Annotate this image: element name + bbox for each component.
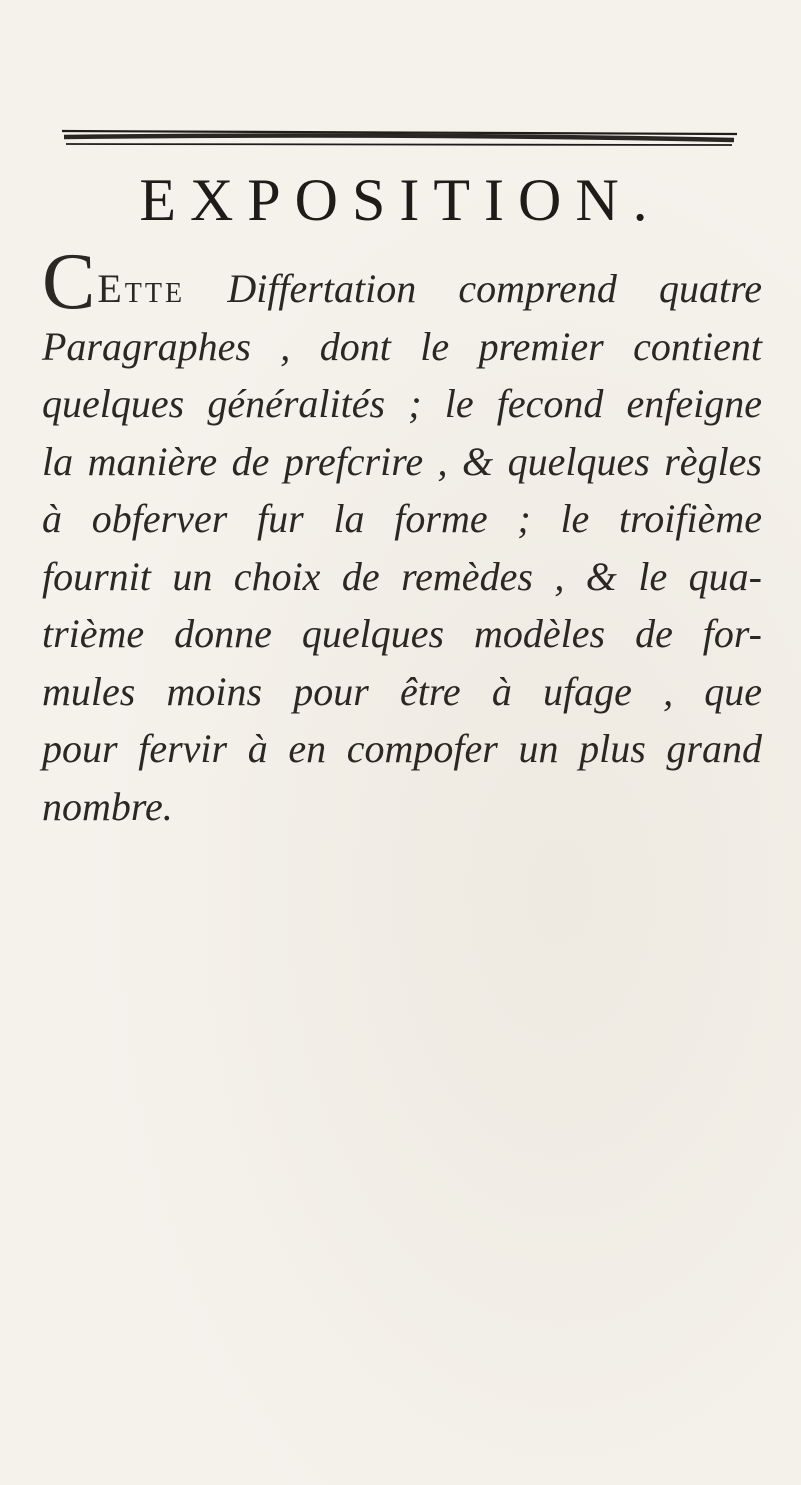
text-line-6: fournit un choix de remèdes , & le qua-: [42, 553, 762, 599]
header-double-rule: [60, 128, 739, 148]
drop-cap: C: [42, 238, 96, 326]
text-line-4: la manière de prefcrire , & quelques règles: [42, 438, 762, 484]
page-title: EXPOSITION.: [139, 167, 662, 233]
text-line-1: [42, 238, 763, 326]
body-paragraph: [42, 238, 763, 835]
text-line-7: trième donne quelques modèles de for-: [42, 611, 762, 656]
text-line-9: pour fervir à en compofer un plus grand: [42, 726, 762, 771]
line-1-text: Differtation comprend quatre: [227, 266, 763, 311]
text-line-10: nombre.: [42, 783, 173, 829]
text-line-2: Paragraphes , dont le premier contient: [42, 323, 762, 369]
text-line-3: quelques généralités ; le fecond enfeigne: [42, 381, 762, 426]
text-line-8: mules moins pour être à ufage , que: [42, 668, 762, 714]
first-word-rest: Ette: [97, 266, 186, 311]
text-line-5: à obferver fur la forme ; le troifième: [42, 496, 762, 541]
